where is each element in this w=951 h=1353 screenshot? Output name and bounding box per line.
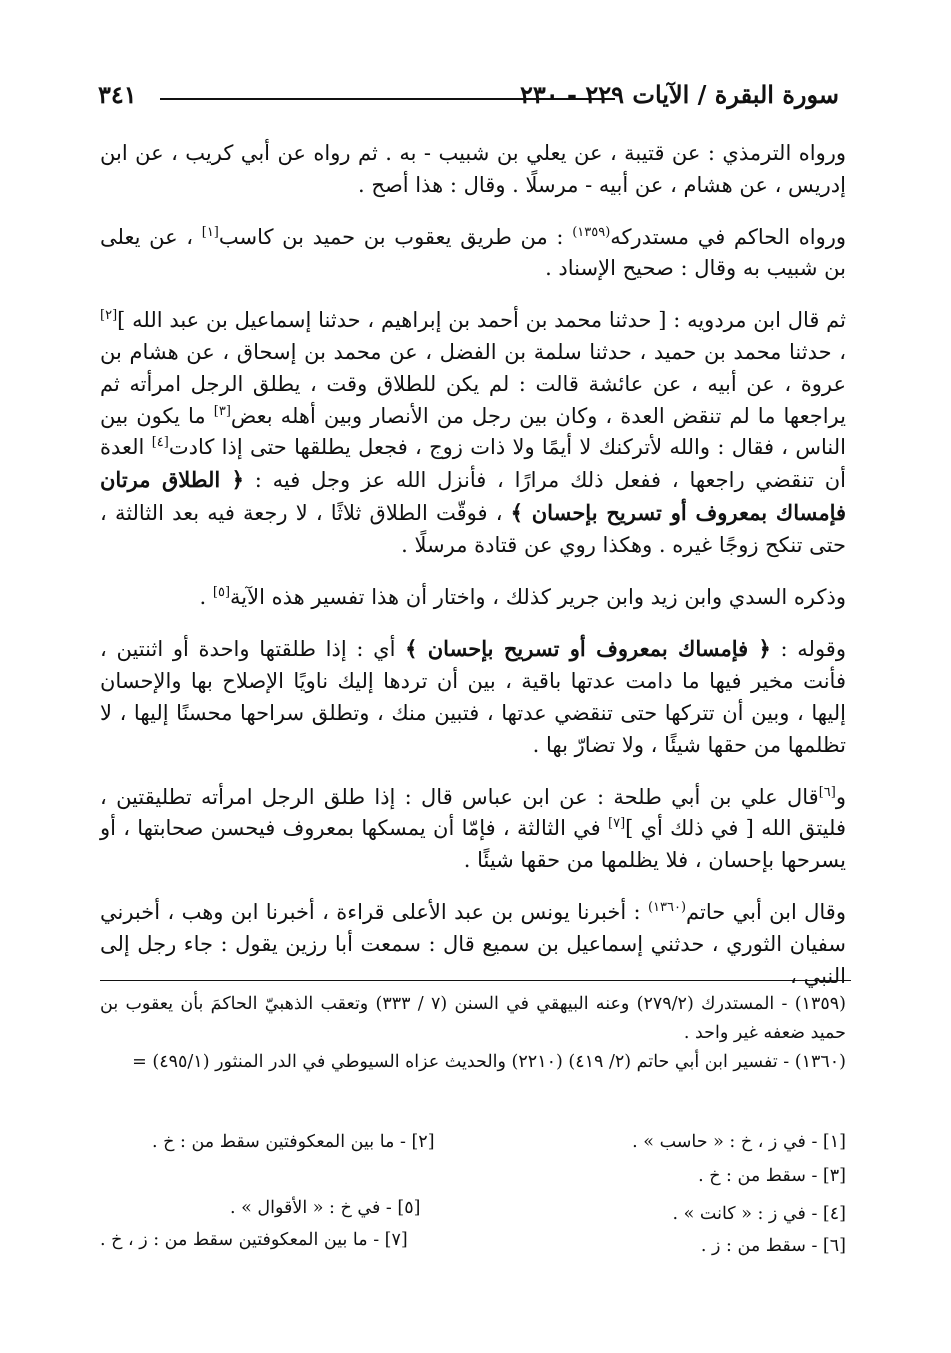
text-run: وقال ابن أبي حاتم (686, 899, 846, 924)
text-run: ، عن يعلى بن شبيب به وقال : صحيح الإسناد . (100, 224, 846, 281)
footnote-1359: (١٣٥٩) - المستدرك (٢٧٩/٢) وعنه البيهقي في السنن (٧ / ٣٣٣) وتعقب الذهبيّ الحاكمَ بأن يعقوب بن حميد ضعفه غير واحد . (100, 994, 846, 1043)
text-run: ما يكون بين الناس ، فقال : والله لأتركنك لا أيمًا ولا ذات زوج ، فجعل يطلقها حتى إذا كادت (100, 403, 846, 460)
reference-marker: [٥] (212, 584, 231, 600)
variant-note-4: [٤] - في ز : « كانت » . (672, 1204, 846, 1224)
paragraph (100, 633, 846, 761)
reference-marker: [١] (201, 224, 219, 240)
variant-note-1: [١] - في ز ، خ : « حاسب » . (632, 1132, 846, 1152)
paragraph (100, 305, 846, 561)
variant-note-7: [٧] - ما بين المعكوفتين سقط من : ز ، خ . (100, 1230, 408, 1250)
page-header (98, 80, 839, 120)
footnote-separator (100, 980, 851, 981)
variant-note-6: [٦] - سقط من : ز . (700, 1236, 846, 1256)
reference-marker: (١٣٦٠) (647, 899, 687, 915)
footnote-1360: (١٣٦٠) - تفسير ابن أبي حاتم (٢/ ٤١٩) (٢٢١٠) والحديث عزاه السيوطي في الدر المنثور (٤٩٥/١) = (132, 1052, 846, 1072)
text-run: قال علي بن أبي طلحة : عن ابن عباس قال : إذا طلق الرجل امرأته تطليقتين ، فليتق الله [ في ذلك أي ] (100, 784, 846, 841)
text-run: وذكره السدي وابن زيد وابن جرير كذلك ، واختار أن هذا تفسير هذه الآية (230, 584, 846, 609)
footnotes (100, 990, 846, 1077)
text-run: وروا​ه الترمذي : عن قتيبة ، عن يعلي بن شبيب - به . ثم رواه عن أبي كريب ، عن ابن إدريس ، عن هشام ، عن أبيه - مرسلًا . وقال : هذا أصح . (100, 141, 846, 197)
header-rule (160, 98, 615, 100)
text-run: أي : إذا طلقتها واحدة أو اثنتين ، فأنت مخير فيها ما دامت عدتها باقية ، بين أن تردها إليك ناويًا الإصلاح بها والإحسان إليها ، وبين أن تتركها حتى تنقضي عدتها ، فتبين منك ، وتطلق سراحها محسنًا إليها ، لا تظلمها من حقها شيئًا ، ولا تضارّ بها . (100, 637, 846, 757)
text-run: ثم قال ابن مردويه : [ حدثنا محمد بن أحمد بن إبراهيم ، حدثنا إسماعيل بن عبد الله ] (117, 308, 846, 333)
reference-marker: [٦] (818, 784, 836, 800)
reference-marker: [٧] (608, 816, 626, 832)
variant-note-2: [٢] - ما بين المعكوفتين سقط من : خ . (152, 1132, 435, 1152)
text-run: ، حدثنا محمد بن حميد ، حدثنا سلمة بن الفضل ، عن محمد بن إسحاق ، عن هشام بن عروة ، عن أبيه ، عن عائشة قالت : لم يكن للطلاق وقت ، يطلق الرجل امرأته ثم يراجعها ما لم تنقض العدة ، وكان بين رجل من الأنصار وبين أهله بعض (100, 339, 846, 428)
text-run: في الثالثة ، فإمّا أن يمسكها بمعروف فيحسن صحابتها ، أو يسرحها بإحسان ، فلا يظلمها من حقها شيئًا . (100, 816, 846, 873)
quran-quote: ﴿ فإمساك بمعروف أو تسريح بإحسان ﴾ (405, 636, 771, 662)
quran-quote: ﴿ الطلاق مرتان فإمساك بمعروف أو تسريح بإحسان ﴾ (100, 467, 847, 525)
reference-marker: (١٣٥٩) (572, 224, 611, 240)
text-run: و (835, 784, 846, 809)
variant-note-5: [٥] - في خ : « الأقوال » . (230, 1198, 421, 1218)
paragraph (100, 897, 846, 992)
paragraph (100, 582, 846, 614)
text-run: : أخبرنا يونس بن عبد الأعلى قراءة ، أخبرنا ابن وهب ، أخبرني سفيان الثوري ، حدثني إسماعيل بن سميع قال : سمعت أبا رزين يقول : جاء رجل إلى النبي ، (100, 899, 846, 988)
text-run: العدة أن تنقضي راجعها ، ففعل ذلك مرارًا ، فأنزل الله عز وجل فيه : (100, 435, 846, 493)
variant-notes (100, 1132, 846, 1272)
text-run: : من طريق يعقوب بن حميد بن كاسب (218, 224, 573, 249)
paragraph (100, 222, 846, 286)
surah-title: سورة البقرة / الآيات ٢٢٩ - ٢٣٠ (520, 80, 839, 109)
text-run: . (199, 584, 213, 609)
text-run: ، فوقّت الطلاق ثلاثًا ، لا رجعة فيه بعد الثالثة ، حتى تنكح زوجًا غيره . وهكذا روي عن قتادة مرسلًا . (100, 500, 846, 557)
reference-marker: [٢] (100, 308, 118, 324)
reference-marker: [٣] (213, 403, 231, 419)
text-run: وقوله : (770, 637, 846, 662)
main-text (100, 138, 846, 1012)
page-number: ٣٤١ (98, 80, 137, 109)
paragraph (100, 138, 846, 202)
variant-note-3: [٣] - سقط من : خ . (698, 1166, 846, 1186)
text-run: ورواه الحاكم في مستدركه (610, 224, 846, 249)
paragraph (100, 782, 846, 877)
reference-marker: [٤] (151, 435, 169, 451)
